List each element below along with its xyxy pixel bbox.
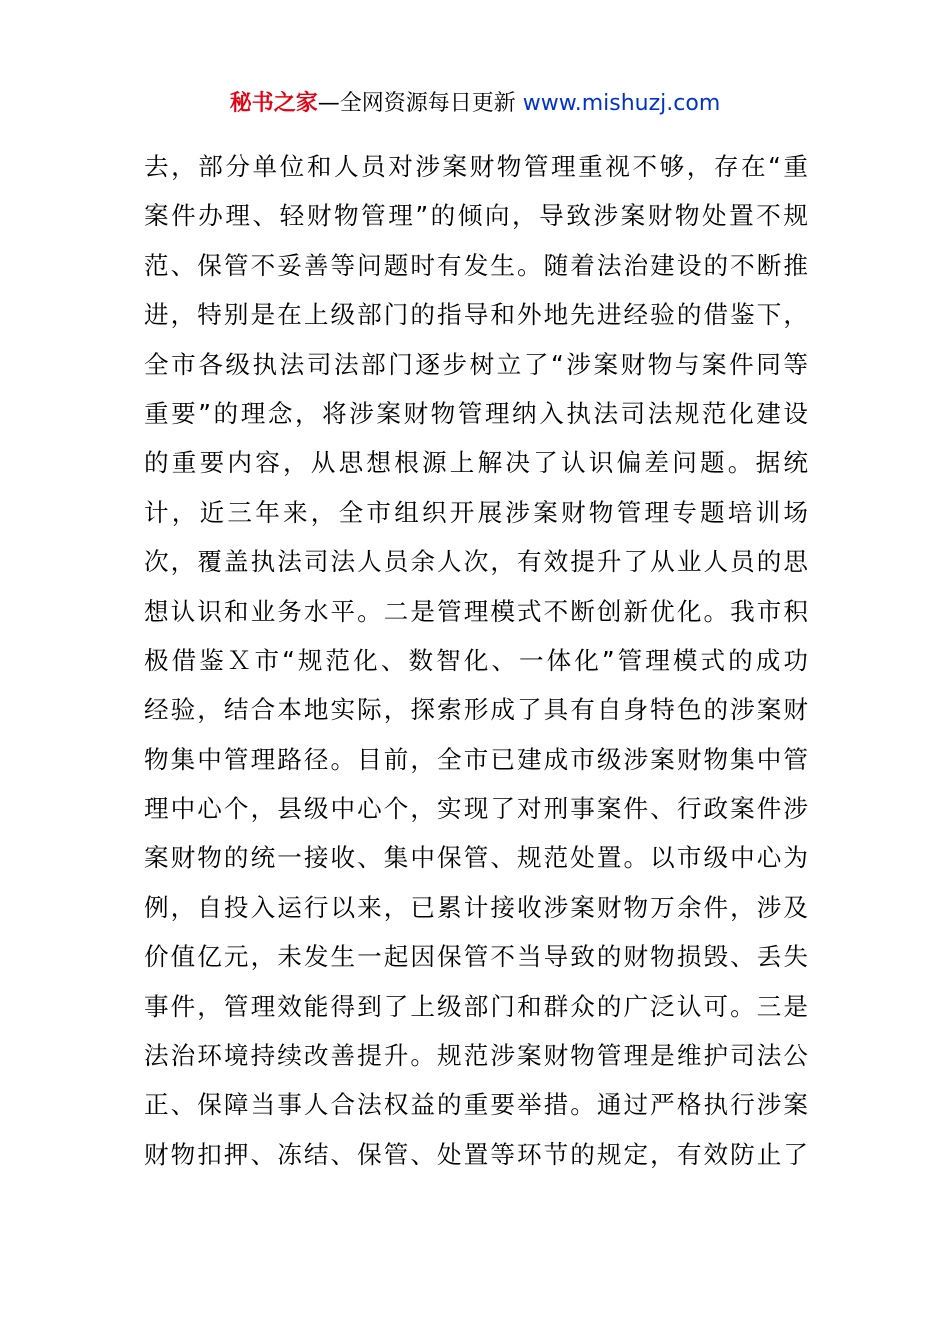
brand-name: 秘书之家 [229,91,318,116]
text-line: 范、保管不妥善等问题时有发生。随着法治建设的不断推 [144,250,808,280]
text-line: 正、保障当事人合法权益的重要举措。通过严格执行涉案 [144,1090,808,1120]
text-line: 的重要内容，从思想根源上解决了认识偏差问题。据统 [144,448,808,478]
text-line: 案财物的统一接收、集中保管、规范处置。以市级中心为 [144,843,808,873]
text-line: 事件，管理效能得到了上级部门和群众的广泛认可。三是 [144,991,808,1021]
text-line: 进，特别是在上级部门的指导和外地先进经验的借鉴下， [144,300,808,330]
text-line: 财物扣押、冻结、保管、处置等环节的规定，有效防止了 [144,1139,808,1169]
document-body [144,142,808,1179]
text-line: 理中心个，县级中心个，实现了对刑事案件、行政案件涉 [144,794,808,824]
site-url[interactable]: www.mishuzj.com [522,91,721,116]
text-line: 重要”的理念，将涉案财物管理纳入执法司法规范化建设 [144,398,808,428]
text-line: 想认识和业务水平。二是管理模式不断创新优化。我市积 [144,596,808,626]
text-line: 全市各级执法司法部门逐步树立了“涉案财物与案件同等 [144,349,808,379]
text-line: 案件办理、轻财物管理”的倾向，导致涉案财物处置不规 [144,201,808,231]
text-line: 物集中管理路径。目前，全市已建成市级涉案财物集中管 [144,744,808,774]
text-line: 去，部分单位和人员对涉案财物管理重视不够，存在“重 [144,152,808,181]
text-line: 经验，结合本地实际，探索形成了具有自身特色的涉案财 [144,695,808,725]
text-line: 极借鉴Ｘ市“规范化、数智化、一体化”管理模式的成功 [144,645,808,675]
text-line: 计，近三年来，全市组织开展涉案财物管理专题培训场 [144,497,808,527]
text-line: 例，自投入运行以来，已累计接收涉案财物万余件，涉及 [144,892,808,922]
page-header [0,86,950,122]
text-line: 法治环境持续改善提升。规范涉案财物管理是维护司法公 [144,1041,808,1071]
text-line: 次，覆盖执法司法人员余人次，有效提升了从业人员的思 [144,547,808,577]
text-line: 价值亿元，未发生一起因保管不当导致的财物损毁、丢失 [144,942,808,972]
header-slogan: —全网资源每日更新 [317,91,516,116]
